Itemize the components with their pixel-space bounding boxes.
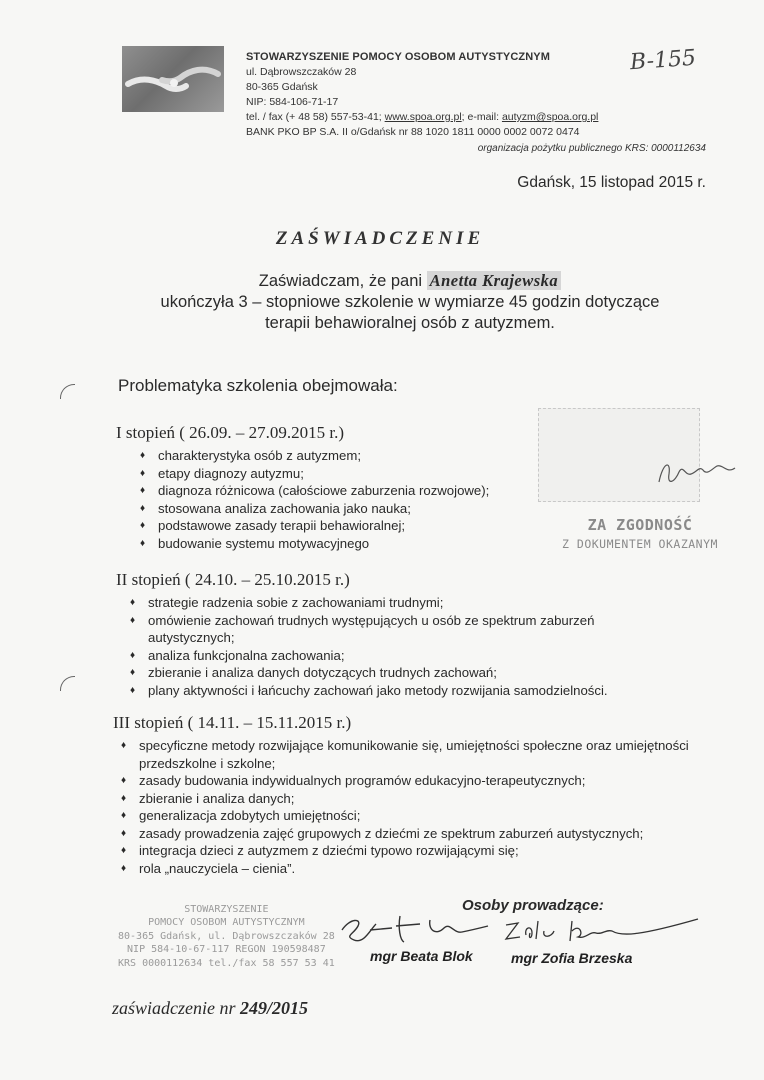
- intro-line-1: [100, 270, 720, 292]
- list-item: ♦ plany aktywności i łańcuchy zachowań jako metody rozwijania samodzielności.: [130, 682, 676, 700]
- stage-items: [130, 594, 676, 699]
- certifier-signature: [655, 452, 745, 497]
- instructor-name-1: mgr Beata Blok: [370, 948, 473, 964]
- email-label: ; e-mail:: [461, 111, 502, 123]
- organization-letterhead: [246, 50, 598, 140]
- list-item: ♦ integracja dzieci z autyzmem z dziećmi typowo rozwijającymi się;: [121, 842, 733, 860]
- org-contact: [246, 110, 598, 125]
- stage-2: [116, 570, 676, 699]
- list-item: ♦ strategie radzenia sobie z zachowaniami trudnymi;: [130, 594, 676, 612]
- org-tel: tel. / fax (+ 48 58) 557-53-41;: [246, 111, 385, 123]
- stamp-line: 80-365 Gdańsk, ul. Dąbrowszczaków 28: [118, 930, 335, 942]
- list-item: ♦ charakterystyka osób z autyzmem;: [140, 447, 636, 465]
- stage-title: III stopień ( 14.11. – 15.11.2015 r.): [113, 713, 352, 732]
- conformity-stamp-line-2: Z DOKUMENTEM OKAZANYM: [562, 537, 718, 551]
- intro-prefix: Zaświadczam, że pani: [258, 272, 427, 290]
- document-date: Gdańsk, 15 listopad 2015 r.: [517, 174, 706, 191]
- stage-3: [113, 713, 733, 877]
- organization-stamp: [118, 903, 335, 970]
- list-item: ♦ diagnoza różnicowa (całościowe zaburzenia rozwojowe);: [140, 482, 636, 500]
- certificate-number-value: 249/2015: [240, 998, 309, 1018]
- stage-title: II stopień ( 24.10. – 25.10.2015 r.): [116, 570, 350, 589]
- list-item: ♦ rola „nauczyciela – cienia”.: [121, 860, 733, 878]
- punch-mark: [60, 676, 75, 691]
- stamp-line: KRS 0000112634 tel./fax 58 557 53 41: [118, 957, 335, 969]
- intro-paragraph: [100, 270, 720, 334]
- list-item: ♦ budowanie systemu motywacyjnego: [140, 535, 636, 553]
- list-item: ♦ specyficzne metody rozwijające komunikowanie się, umiejętności społeczne oraz umiejętności przedszkolne i szkolne;: [121, 737, 733, 772]
- punch-mark: [60, 384, 75, 399]
- signature-zofia-brzeska: [502, 915, 702, 954]
- list-item: ♦ generalizacja zdobytych umiejętności;: [121, 807, 733, 825]
- org-name: STOWARZYSZENIE POMOCY OSOBOM AUTYSTYCZNYM: [246, 51, 550, 63]
- instructor-name-2: mgr Zofia Brzeska: [511, 950, 633, 966]
- document-title: ZAŚWIADCZENIE: [275, 228, 485, 249]
- participant-name: Anetta Krajewska: [427, 271, 562, 290]
- reference-number: B-155: [629, 45, 697, 76]
- list-item: ♦ zasady budowania indywidualnych programów edukacyjno-terapeutycznych;: [121, 772, 733, 790]
- conformity-stamp-line-1: ZA ZGODNOŚĆ: [587, 516, 693, 534]
- opp-krs: organizacja pożytku publicznego KRS: 0000112634: [477, 143, 706, 154]
- list-item: ♦ analiza funkcjonalna zachowania;: [130, 647, 676, 665]
- email-link[interactable]: autyzm@spoa.org.pl: [501, 111, 599, 123]
- stamp-line: NIP 584-10-67-117 REGON 190598487: [127, 944, 326, 956]
- stamp-line: STOWARZYSZENIE: [184, 904, 269, 915]
- list-item: ♦ zasady prowadzenia zajęć grupowych z dziećmi ze spektrum zaburzeń autystycznych;: [121, 825, 733, 843]
- training-scope-heading: Problematyka szkolenia obejmowała:: [118, 376, 398, 395]
- org-nip: NIP: 584-106-71-17: [246, 96, 339, 108]
- org-city: 80-365 Gdańsk: [246, 81, 318, 93]
- list-item: ♦ omówienie zachowań trudnych występujących u osób ze spektrum zaburzeń autystycznych;: [130, 612, 676, 647]
- certificate-number: [112, 998, 308, 1019]
- stage-title: I stopień ( 26.09. – 27.09.2015 r.): [116, 423, 345, 442]
- list-item: ♦ zbieranie i analiza danych;: [121, 790, 733, 808]
- org-street: ul. Dąbrowszczaków 28: [246, 66, 357, 78]
- list-item: ♦ zbieranie i analiza danych dotyczących trudnych zachowań;: [130, 664, 676, 682]
- stage-items: [121, 737, 733, 877]
- certificate-number-prefix: zaświadczenie nr: [112, 998, 240, 1018]
- org-bank: BANK PKO BP S.A. II o/Gdańsk nr 88 1020 1811 0000 0002 0072 0474: [246, 126, 580, 138]
- intro-line-2: ukończyła 3 – stopniowe szkolenie w wymiarze 45 godzin dotyczące: [160, 293, 660, 311]
- list-item: ♦ podstawowe zasady terapii behawioralnej;: [140, 517, 636, 535]
- hands-logo-icon: [122, 46, 224, 112]
- intro-line-3: terapii behawioralnej osób z autyzmem.: [265, 314, 555, 332]
- list-item: ♦ stosowana analiza zachowania jako nauka;: [140, 500, 636, 518]
- website-link[interactable]: www.spoa.org.pl: [384, 111, 462, 123]
- list-item: ♦ etapy diagnozy autyzmu;: [140, 465, 636, 483]
- stamp-line: POMOCY OSOBOM AUTYSTYCZNYM: [148, 917, 305, 929]
- instructors-heading: Osoby prowadzące:: [462, 897, 604, 914]
